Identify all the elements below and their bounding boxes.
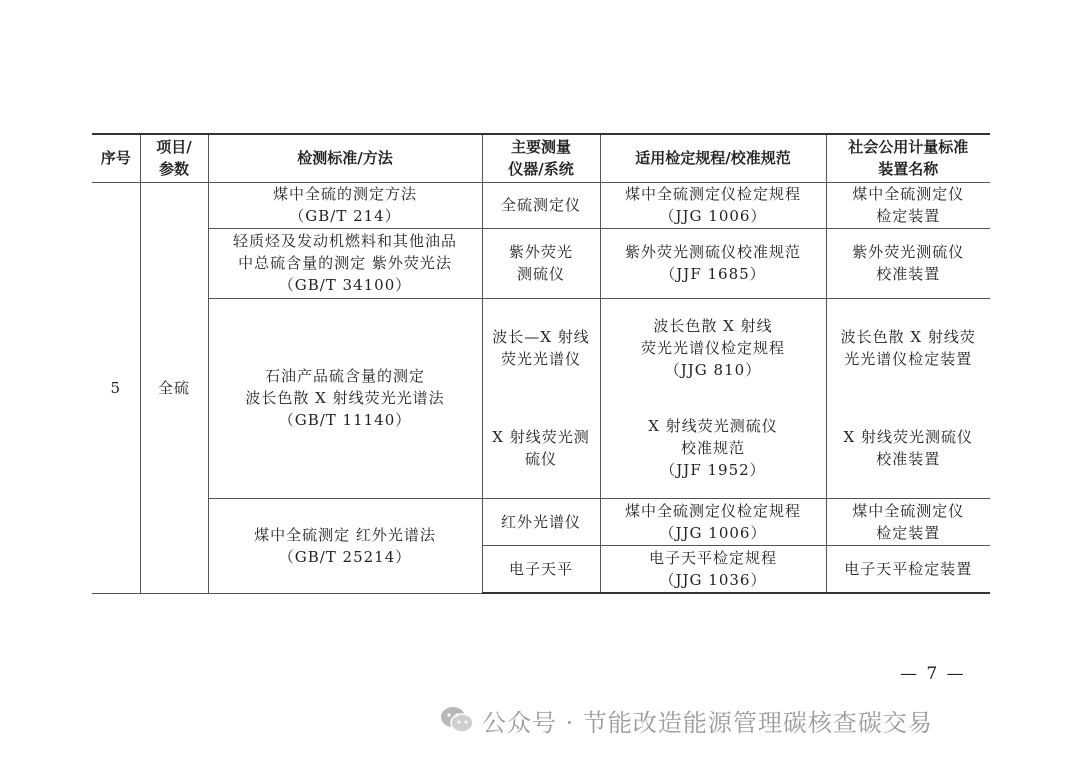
standard-device-cell: X 射线荧光测硫仪 校准装置 bbox=[826, 398, 990, 498]
standard-device-cell: 紫外荧光测硫仪 校准装置 bbox=[826, 228, 990, 298]
instrument-cell: 全硫测定仪 bbox=[482, 182, 600, 228]
instrument-cell: 波长—X 射线 荧光光谱仪 bbox=[482, 298, 600, 398]
instrument-cell: X 射线荧光测 硫仪 bbox=[482, 398, 600, 498]
method-cell: 煤中全硫的测定方法 （GB/T 214） bbox=[208, 182, 482, 228]
standard-device-cell: 煤中全硫测定仪 检定装置 bbox=[826, 498, 990, 545]
standard-device-cell: 煤中全硫测定仪 检定装置 bbox=[826, 182, 990, 228]
wechat-icon bbox=[440, 705, 474, 735]
regulation-cell: X 射线荧光测硫仪 校准规范 （JJF 1952） bbox=[600, 398, 826, 498]
table-row bbox=[92, 498, 990, 545]
regulation-cell: 煤中全硫测定仪检定规程 （JJG 1006） bbox=[600, 182, 826, 228]
header-instrument: 主要测量 仪器/系统 bbox=[482, 134, 600, 182]
regulation-cell: 电子天平检定规程 （JJG 1036） bbox=[600, 545, 826, 593]
standard-device-cell: 电子天平检定装置 bbox=[826, 545, 990, 593]
regulation-cell: 紫外荧光测硫仪校准规范 （JJF 1685） bbox=[600, 228, 826, 298]
header-method: 检测标准/方法 bbox=[208, 134, 482, 182]
watermark bbox=[440, 700, 933, 740]
method-cell: 煤中全硫测定 红外光谱法 （GB/T 25214） bbox=[208, 498, 482, 593]
method-cell: 石油产品硫含量的测定 波长色散 X 射线荧光光谱法 （GB/T 11140） bbox=[208, 298, 482, 498]
table-header-row bbox=[92, 134, 990, 182]
header-standard-device: 社会公用计量标准 装置名称 bbox=[826, 134, 990, 182]
standard-device-cell: 波长色散 X 射线荧 光光谱仪检定装置 bbox=[826, 298, 990, 398]
table-row bbox=[92, 298, 990, 398]
method-cell: 轻质烃及发动机燃料和其他油品 中总硫含量的测定 紫外荧光法 （GB/T 34100） bbox=[208, 228, 482, 298]
page-number: — 7 — bbox=[900, 664, 966, 684]
table-row bbox=[92, 182, 990, 228]
regulation-cell: 煤中全硫测定仪检定规程 （JJG 1006） bbox=[600, 498, 826, 545]
instrument-cell: 电子天平 bbox=[482, 545, 600, 593]
seq-cell: 5 bbox=[92, 182, 140, 593]
table-row bbox=[92, 228, 990, 298]
header-item: 项目/ 参数 bbox=[140, 134, 208, 182]
instrument-cell: 紫外荧光 测硫仪 bbox=[482, 228, 600, 298]
watermark-text: 公众号 · 节能改造能源管理碳核查碳交易 bbox=[482, 708, 933, 737]
standards-table bbox=[92, 133, 990, 594]
header-seq: 序号 bbox=[92, 134, 140, 182]
header-regulation: 适用检定规程/校准规范 bbox=[600, 134, 826, 182]
item-cell: 全硫 bbox=[140, 182, 208, 593]
regulation-cell: 波长色散 X 射线 荧光光谱仪检定规程 （JJG 810） bbox=[600, 298, 826, 398]
instrument-cell: 红外光谱仪 bbox=[482, 498, 600, 545]
